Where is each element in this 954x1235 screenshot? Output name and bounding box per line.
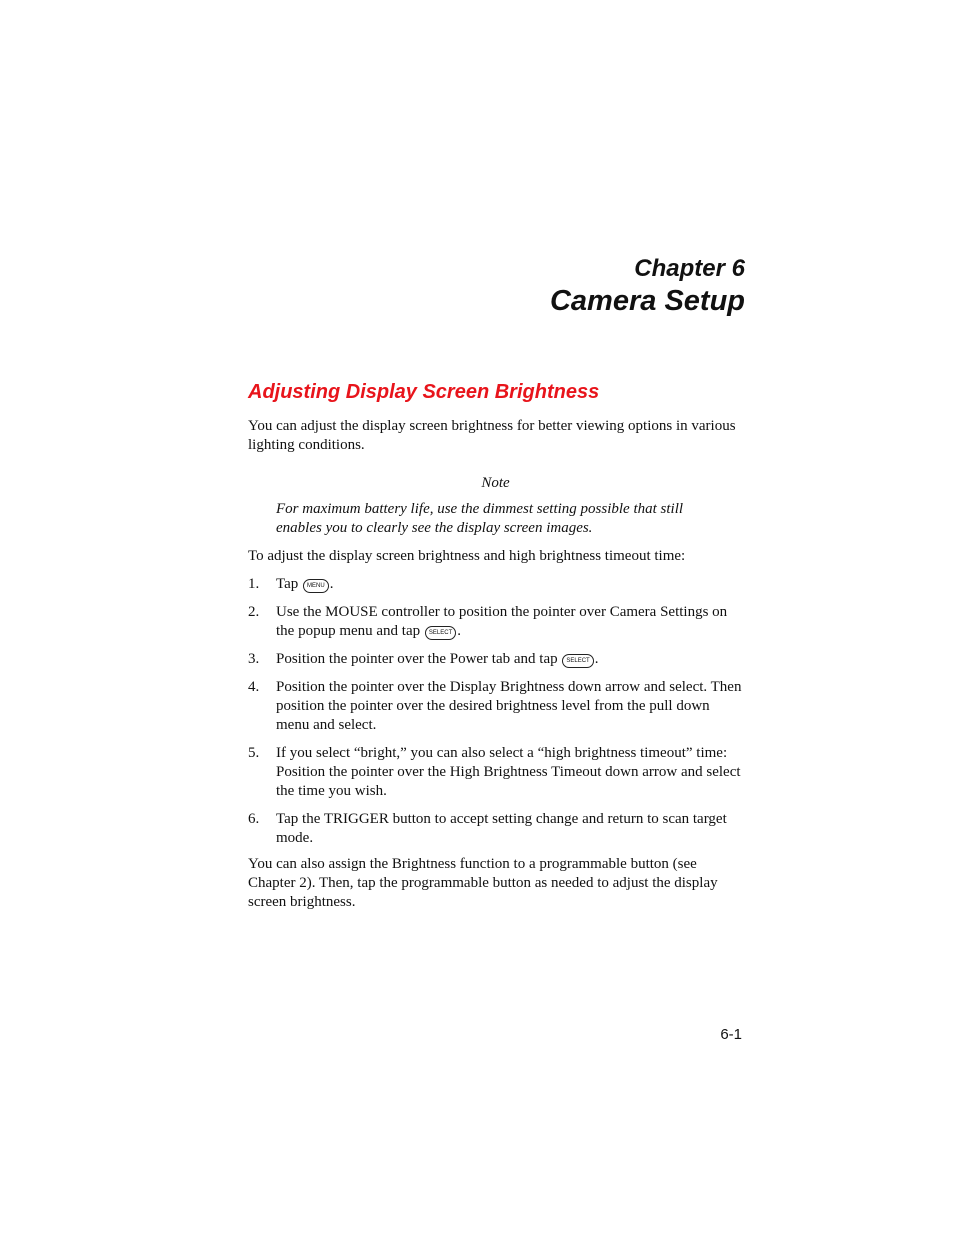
step-text: If you select “bright,” you can also select a “high brightness timeout” time: Position the pointer over the High Brightness Timeout down arrow and select the time you wish. bbox=[276, 745, 741, 799]
step-text-end: . bbox=[594, 651, 599, 667]
chapter-heading bbox=[550, 254, 745, 318]
closing-paragraph: You can also assign the Brightness function to a programmable button (see Chapter 2). Then, tap the programmable button as needed to adjust the display screen brightness. bbox=[248, 856, 718, 910]
step-4 bbox=[248, 678, 743, 735]
step-2 bbox=[248, 603, 743, 641]
intro-paragraph: You can adjust the display screen brightness for better viewing options in various lighting conditions. bbox=[248, 418, 736, 453]
step-number: 1. bbox=[248, 576, 260, 592]
note-label: Note bbox=[481, 475, 510, 491]
step-5 bbox=[248, 744, 743, 801]
step-text: Position the pointer over the Power tab and tap bbox=[276, 651, 562, 667]
step-3 bbox=[248, 650, 743, 669]
step-number: 5. bbox=[248, 745, 260, 761]
step-text-end: . bbox=[329, 576, 334, 592]
step-number: 2. bbox=[248, 604, 260, 620]
chapter-title: Camera Setup bbox=[549, 285, 745, 317]
step-6 bbox=[248, 810, 743, 848]
step-1 bbox=[248, 575, 743, 594]
step-text: Tap bbox=[276, 576, 303, 592]
step-text: Position the pointer over the Display Brightness down arrow and select. Then position the pointer over the desired brightness level from the pull down menu and select. bbox=[276, 679, 742, 733]
procedure-lead: To adjust the display screen brightness and high brightness timeout time: bbox=[248, 548, 686, 564]
note-text: For maximum battery life, use the dimmest setting possible that still enables you to clearly see the display screen images. bbox=[276, 501, 684, 536]
step-text: Use the MOUSE controller to position the pointer over Camera Settings on the popup menu and tap bbox=[276, 604, 728, 639]
step-number: 6. bbox=[248, 811, 260, 827]
step-number: 3. bbox=[248, 651, 260, 667]
section-title: Adjusting Display Screen Brightness bbox=[248, 381, 600, 403]
chapter-label: Chapter 6 bbox=[634, 255, 745, 282]
step-number: 4. bbox=[248, 679, 260, 695]
procedure-steps bbox=[248, 575, 743, 857]
step-text: Tap the TRIGGER button to accept setting change and return to scan target mode. bbox=[276, 811, 727, 846]
menu-key-icon: MENU bbox=[303, 579, 329, 593]
step-text-end: . bbox=[457, 623, 461, 639]
select-key-icon: SELECT bbox=[425, 626, 456, 640]
page-number: 6-1 bbox=[720, 1026, 742, 1043]
select-key-icon: SELECT bbox=[562, 654, 593, 668]
